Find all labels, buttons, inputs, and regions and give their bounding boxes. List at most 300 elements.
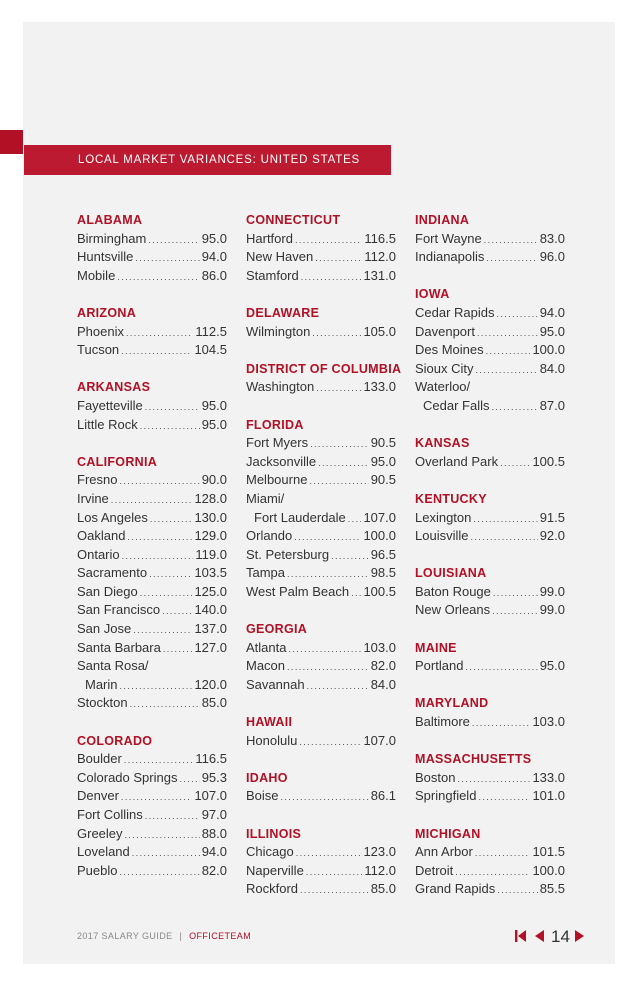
dot-leader (145, 398, 200, 417)
variance-value: 90.5 (370, 472, 396, 488)
dot-leader (125, 826, 200, 845)
variance-value: 116.5 (195, 751, 227, 767)
city-name: Tucson (77, 342, 120, 358)
group-spacer (415, 620, 565, 639)
city-name: Overland Park (415, 453, 499, 469)
variance-value: 128.0 (194, 490, 227, 506)
city-name: Los Angeles (77, 509, 148, 525)
dot-leader (500, 454, 530, 473)
variance-value: 91.5 (539, 509, 565, 525)
city-name: New Orleans (415, 602, 491, 618)
dot-leader (492, 602, 538, 621)
city-name: Hartford (246, 230, 293, 246)
variance-value: 100.0 (532, 342, 565, 358)
dot-leader (312, 324, 361, 343)
state-heading: MAINE (415, 640, 457, 655)
city-row (77, 750, 227, 769)
variance-value: 112.0 (364, 862, 396, 878)
city-name: Ontario (77, 546, 120, 562)
variance-value: 133.0 (363, 379, 396, 395)
city-name: Phoenix (77, 323, 124, 339)
state-heading: KENTUCKY (415, 491, 487, 506)
dot-leader (457, 770, 530, 789)
city-name: Atlanta (246, 639, 287, 655)
dot-leader (132, 844, 200, 863)
variance-value: 86.0 (201, 267, 227, 283)
city-row (246, 378, 396, 397)
dot-leader (307, 677, 369, 696)
city-row (246, 583, 396, 602)
city-name: Louisville (415, 528, 469, 544)
city-row (415, 657, 565, 676)
city-name-continued: Fort Lauderdale (254, 509, 346, 525)
next-page-icon[interactable] (574, 929, 586, 946)
city-row (415, 527, 565, 546)
dot-leader (135, 249, 199, 268)
variance-value: 82.0 (201, 862, 227, 878)
section-banner: LOCAL MARKET VARIANCES: UNITED STATES (24, 145, 391, 175)
dot-leader (111, 491, 193, 510)
variance-value: 129.0 (194, 528, 227, 544)
city-name: Huntsville (77, 249, 134, 265)
group-spacer (77, 434, 227, 453)
dot-leader (331, 547, 369, 566)
city-name: Stamford (246, 267, 299, 283)
footer-separator: | (179, 931, 183, 941)
city-row (415, 787, 565, 806)
variance-value: 107.0 (363, 732, 396, 748)
edge-tab (0, 130, 23, 154)
variance-value: 88.0 (201, 825, 227, 841)
state-heading: ARIZONA (77, 305, 137, 320)
city-row (246, 657, 396, 676)
variance-value: 99.0 (539, 602, 565, 618)
group-spacer (246, 285, 396, 304)
column-1 (77, 211, 227, 880)
dot-leader (130, 695, 200, 714)
city-row (246, 323, 396, 342)
dot-leader (477, 324, 538, 343)
dot-leader (294, 528, 361, 547)
dot-leader (475, 844, 531, 863)
city-row (77, 601, 227, 620)
city-name: Davenport (415, 323, 475, 339)
city-row (246, 230, 396, 249)
dot-leader (316, 379, 361, 398)
city-name: Irvine (77, 490, 109, 506)
variance-value: 100.5 (532, 453, 565, 469)
state-heading: DELAWARE (246, 305, 320, 320)
dot-leader (478, 788, 530, 807)
dot-leader (117, 268, 199, 287)
city-name: Lexington (415, 509, 472, 525)
variance-value: 107.0 (363, 509, 396, 525)
variance-value: 105.0 (363, 323, 396, 339)
state-heading: IOWA (415, 287, 450, 302)
dot-leader (486, 249, 537, 268)
city-row (77, 527, 227, 546)
dot-leader (288, 640, 361, 659)
variance-value: 103.0 (532, 714, 565, 730)
city-row (77, 230, 227, 249)
city-row (415, 843, 565, 862)
variance-value: 92.0 (539, 528, 565, 544)
variance-value: 103.5 (194, 565, 227, 581)
city-name: Birmingham (77, 230, 147, 246)
variance-value: 100.5 (363, 583, 396, 599)
variance-value: 94.0 (201, 844, 227, 860)
group-spacer (415, 806, 565, 825)
city-name: Stockton (77, 695, 128, 711)
city-row (415, 601, 565, 620)
city-name: Greeley (77, 825, 123, 841)
variance-value: 107.0 (194, 788, 227, 804)
city-row (77, 341, 227, 360)
city-name: Fresno (77, 472, 118, 488)
dot-leader (473, 510, 537, 529)
city-row (77, 509, 227, 528)
city-name: Jacksonville (246, 453, 317, 469)
variance-value: 127.0 (194, 639, 227, 655)
state-heading: HAWAII (246, 715, 293, 730)
city-name: Miami/ (246, 490, 285, 506)
variance-value: 101.5 (532, 844, 565, 860)
state-heading: CONNECTICUT (246, 213, 341, 227)
state-heading: ALABAMA (77, 213, 143, 227)
city-row (77, 620, 227, 639)
city-row (246, 527, 396, 546)
city-name: Springfield (415, 788, 477, 804)
city-name: Oakland (77, 528, 126, 544)
city-name: West Palm Beach (246, 583, 350, 599)
previous-page-icon[interactable] (533, 929, 545, 946)
dot-leader (119, 863, 199, 882)
group-spacer (415, 546, 565, 565)
variance-value: 95.0 (370, 453, 396, 469)
variance-value: 83.0 (539, 230, 565, 246)
city-name: Tampa (246, 565, 286, 581)
variance-value: 94.0 (539, 304, 565, 320)
variance-value: 82.0 (370, 658, 396, 674)
city-name: Naperville (246, 862, 304, 878)
city-name: Grand Rapids (415, 881, 496, 897)
group-spacer (246, 694, 396, 713)
variance-value: 116.5 (364, 230, 396, 246)
variance-value: 84.0 (370, 676, 396, 692)
dot-leader (287, 565, 369, 584)
variance-value: 95.0 (539, 323, 565, 339)
variance-value: 95.0 (201, 416, 227, 432)
city-row (246, 639, 396, 658)
state-heading: INDIANA (415, 213, 470, 227)
variance-value: 86.1 (370, 788, 396, 804)
city-name: Fort Wayne (415, 230, 482, 246)
variance-value: 140.0 (194, 602, 227, 618)
city-row (77, 471, 227, 490)
city-row (246, 787, 396, 806)
city-name: New Haven (246, 249, 314, 265)
state-heading: FLORIDA (246, 417, 304, 432)
group-spacer (77, 360, 227, 379)
city-row (77, 248, 227, 267)
city-row (246, 267, 396, 286)
group-spacer (415, 471, 565, 490)
city-row (415, 360, 565, 379)
variance-value: 123.0 (363, 844, 396, 860)
city-name: Boulder (77, 751, 122, 767)
variance-value: 104.5 (194, 342, 227, 358)
city-row (77, 862, 227, 881)
city-name: Santa Barbara (77, 639, 161, 655)
group-spacer (246, 601, 396, 620)
dot-leader (179, 770, 199, 789)
state-heading: IDAHO (246, 770, 288, 785)
city-row (246, 509, 396, 528)
city-name-continued: Marin (85, 676, 118, 692)
group-spacer (246, 806, 396, 825)
city-row (415, 583, 565, 602)
city-name: Colorado Springs (77, 769, 178, 785)
dot-leader (124, 751, 194, 770)
dot-leader (287, 658, 369, 677)
city-row (246, 546, 396, 565)
city-name: San Francisco (77, 602, 161, 618)
dot-leader (306, 863, 363, 882)
city-name: Baton Rouge (415, 583, 491, 599)
city-row (77, 416, 227, 435)
dot-leader (121, 788, 193, 807)
city-row (77, 490, 227, 509)
state-heading: MASSACHUSETTS (415, 752, 532, 767)
variance-value: 85.0 (201, 695, 227, 711)
city-row (246, 676, 396, 695)
variance-value: 99.0 (539, 583, 565, 599)
state-heading: ILLINOIS (246, 826, 302, 841)
column-2 (246, 211, 402, 899)
dot-leader (318, 454, 369, 473)
dot-leader (122, 547, 194, 566)
city-row (77, 657, 227, 676)
dot-leader (309, 472, 368, 491)
group-spacer (415, 267, 565, 286)
state-heading: MARYLAND (415, 696, 489, 711)
dot-leader (281, 788, 369, 807)
city-row (77, 787, 227, 806)
dot-leader (493, 584, 538, 603)
variance-value: 94.0 (201, 249, 227, 265)
city-row (246, 880, 396, 899)
city-row (77, 639, 227, 658)
city-name: St. Petersburg (246, 546, 330, 562)
city-name: Boise (246, 788, 279, 804)
city-name: Baltimore (415, 714, 470, 730)
dot-leader (465, 658, 537, 677)
city-row (415, 453, 565, 472)
variance-value: 95.0 (201, 397, 227, 413)
state-heading: DISTRICT OF COLUMBIA (246, 361, 402, 376)
dot-leader (140, 417, 200, 436)
city-row (77, 267, 227, 286)
city-row (246, 248, 396, 267)
dot-leader (351, 584, 361, 603)
city-row (246, 453, 396, 472)
city-row (246, 564, 396, 583)
dot-leader (455, 863, 530, 882)
city-name: Rockford (246, 881, 299, 897)
city-name: Fayetteville (77, 397, 143, 413)
city-row (246, 434, 396, 453)
city-row (77, 806, 227, 825)
dot-leader (149, 565, 192, 584)
city-row (77, 769, 227, 788)
city-row (415, 769, 565, 788)
city-row (246, 471, 396, 490)
dot-leader (133, 621, 192, 640)
group-spacer (77, 713, 227, 732)
variance-value: 98.5 (370, 565, 396, 581)
variance-value: 125.0 (194, 583, 227, 599)
city-row (415, 378, 565, 397)
group-spacer (415, 416, 565, 435)
dot-leader (296, 844, 362, 863)
footer (77, 931, 251, 941)
variance-value: 103.0 (363, 639, 396, 655)
dot-leader (140, 584, 193, 603)
dot-leader (348, 510, 362, 529)
variance-value: 130.0 (194, 509, 227, 525)
variance-value: 133.0 (532, 769, 565, 785)
dot-leader (497, 305, 538, 324)
city-row (77, 694, 227, 713)
city-name: Santa Rosa/ (77, 658, 149, 674)
city-name: Denver (77, 788, 119, 804)
variance-value: 120.0 (194, 676, 227, 692)
city-row (246, 732, 396, 751)
city-row (415, 341, 565, 360)
city-name: San Jose (77, 621, 132, 637)
city-row (77, 397, 227, 416)
city-row (246, 490, 396, 509)
city-row (415, 248, 565, 267)
dot-leader (148, 231, 199, 250)
variance-value: 137.0 (194, 621, 227, 637)
city-row (415, 230, 565, 249)
skip-to-first-icon[interactable] (515, 929, 533, 946)
city-name: Pueblo (77, 862, 118, 878)
variance-value: 101.0 (532, 788, 565, 804)
state-heading: ARKANSAS (77, 380, 151, 395)
variance-value: 100.0 (363, 528, 396, 544)
city-name: Chicago (246, 844, 294, 860)
city-row (77, 843, 227, 862)
dot-leader (497, 881, 537, 900)
variance-value: 95.3 (201, 769, 227, 785)
variance-value: 131.0 (363, 267, 396, 283)
city-name: Loveland (77, 844, 130, 860)
column-3 (415, 211, 565, 899)
city-name: Detroit (415, 862, 454, 878)
state-heading: KANSAS (415, 436, 470, 451)
dot-leader (145, 807, 200, 826)
dot-leader (476, 361, 538, 380)
page-number: 14 (551, 927, 570, 946)
page-navigation (515, 925, 586, 949)
city-row (415, 304, 565, 323)
city-name: Mobile (77, 267, 116, 283)
dot-leader (486, 342, 531, 361)
city-name: Melbourne (246, 472, 308, 488)
city-name: Orlando (246, 528, 293, 544)
city-row (77, 825, 227, 844)
dot-leader (310, 435, 369, 454)
city-name: Washington (246, 379, 315, 395)
dot-leader (162, 602, 192, 621)
dot-leader (472, 714, 531, 733)
variance-value: 112.5 (195, 323, 227, 339)
dot-leader (470, 528, 537, 547)
city-name: Wilmington (246, 323, 311, 339)
city-row (415, 713, 565, 732)
city-name: Honolulu (246, 732, 298, 748)
city-name: Ann Arbor (415, 844, 473, 860)
variance-value: 119.0 (195, 546, 227, 562)
city-name: Savannah (246, 676, 305, 692)
city-name: Sacramento (77, 565, 148, 581)
city-row (77, 546, 227, 565)
dot-leader (121, 342, 192, 361)
dot-leader (120, 677, 193, 696)
dot-leader (163, 640, 193, 659)
variance-value: 96.5 (370, 546, 396, 562)
city-name: Portland (415, 658, 464, 674)
dot-leader (119, 472, 199, 491)
variance-value: 90.5 (370, 435, 396, 451)
city-name: Fort Collins (77, 807, 143, 822)
dot-leader (127, 528, 192, 547)
city-name: Waterloo/ (415, 379, 471, 395)
group-spacer (415, 732, 565, 751)
city-name: Des Moines (415, 342, 484, 358)
city-row (415, 862, 565, 881)
city-name: Little Rock (77, 416, 138, 432)
city-row (415, 509, 565, 528)
variance-value: 87.0 (539, 397, 565, 413)
dot-leader (484, 231, 538, 250)
footer-guide-title: 2017 SALARY GUIDE (77, 931, 173, 941)
dot-leader (315, 249, 362, 268)
dot-leader (150, 510, 193, 529)
group-spacer (246, 397, 396, 416)
group-spacer (77, 285, 227, 304)
city-row (246, 862, 396, 881)
variance-value: 100.0 (532, 862, 565, 878)
variance-value: 112.0 (364, 249, 396, 265)
dot-leader (126, 324, 193, 343)
state-heading: GEORGIA (246, 622, 308, 637)
group-spacer (246, 341, 396, 360)
city-row (77, 676, 227, 695)
variance-value: 84.0 (539, 360, 565, 376)
city-name: Boston (415, 769, 456, 785)
variance-value: 85.0 (370, 881, 396, 897)
city-row (77, 564, 227, 583)
state-heading: LOUISIANA (415, 566, 487, 581)
variance-value: 96.0 (539, 249, 565, 265)
state-heading: MICHIGAN (415, 826, 481, 841)
city-name: Cedar Rapids (415, 304, 495, 320)
dot-leader (299, 733, 361, 752)
variance-value: 85.5 (539, 881, 565, 897)
